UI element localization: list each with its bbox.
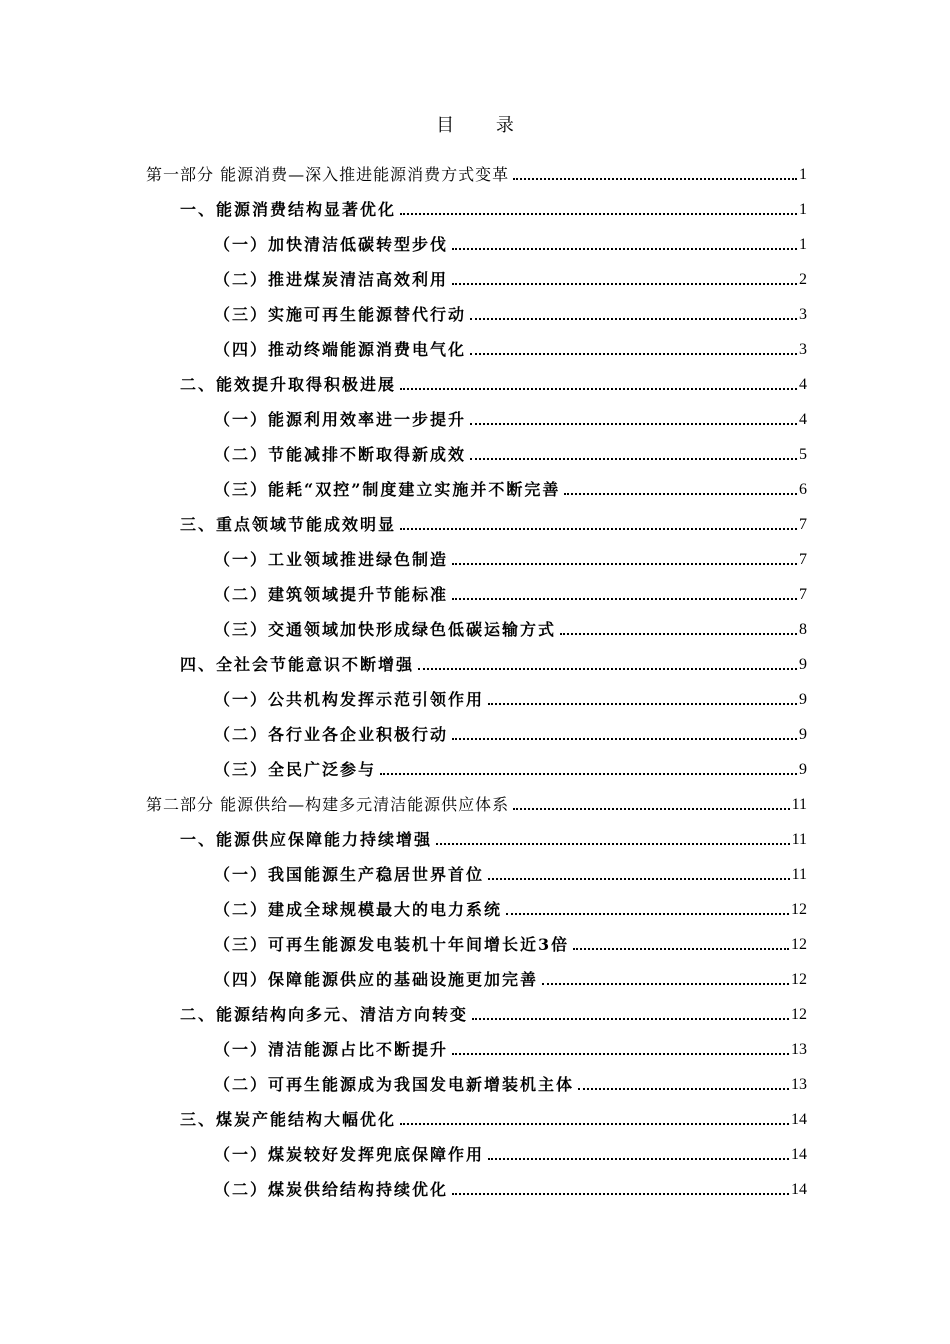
toc-entry-label: （一）清洁能源占比不断提升 [214,1040,449,1059]
toc-dot-leader [452,738,797,740]
toc-page-number: 12 [791,1006,807,1023]
toc-subsection-entry[interactable] [214,618,807,642]
toc-page-number: 2 [799,271,807,288]
toc-page-number: 3 [799,306,807,323]
toc-entry-label: 一、能源供应保障能力持续增强 [180,830,433,849]
toc-page-number: 8 [799,621,807,638]
toc-dot-leader [452,598,797,600]
toc-section-entry[interactable] [180,373,807,397]
toc-section-entry[interactable] [180,1003,807,1027]
toc-part-entry[interactable] [146,793,807,817]
toc-entry-label: 二、能源结构向多元、清洁方向转变 [180,1005,469,1024]
toc-dot-leader [470,353,797,355]
toc-dot-leader [470,423,797,425]
toc-subsection-entry[interactable] [214,478,807,502]
toc-page-number: 9 [799,656,807,673]
toc-page-number: 1 [799,166,807,183]
toc-dot-leader [573,948,789,950]
toc-title: 目 录 [436,115,532,136]
toc-dot-leader [472,1018,789,1020]
toc-entry-label: （一）加快清洁低碳转型步伐 [214,235,449,254]
toc-subsection-entry[interactable] [214,968,807,992]
toc-dot-leader [488,703,797,705]
toc-entry-label: （三）交通领域加快形成绿色低碳运输方式 [214,620,557,639]
toc-page-number: 14 [791,1146,807,1163]
toc-page-number: 9 [799,691,807,708]
toc-subsection-entry[interactable] [214,548,807,572]
toc-subsection-entry[interactable] [214,1143,807,1167]
toc-page-number: 4 [799,376,807,393]
toc-entry-label: 三、煤炭产能结构大幅优化 [180,1110,397,1129]
toc-page-number: 7 [799,551,807,568]
toc-subsection-entry[interactable] [214,583,807,607]
toc-entry-label: 三、重点领域节能成效明显 [180,515,397,534]
toc-entry-label: 第一部分 能源消费—深入推进能源消费方式变革 [146,165,510,184]
toc-page-number: 11 [791,831,807,848]
toc-page-number: 14 [791,1181,807,1198]
toc-page-number: 12 [791,971,807,988]
toc-page-number: 4 [799,411,807,428]
toc-entry-label: （一）煤炭较好发挥兜底保障作用 [214,1145,485,1164]
toc-subsection-entry[interactable] [214,863,807,887]
toc-entry-label: （二）建筑领域提升节能标准 [214,585,449,604]
toc-subsection-entry[interactable] [214,443,807,467]
toc-entry-label: 第二部分 能源供给—构建多元清洁能源供应体系 [146,795,510,814]
toc-subsection-entry[interactable] [214,408,807,432]
toc-page-number: 14 [791,1111,807,1128]
toc-section-entry[interactable] [180,198,807,222]
toc-dot-leader [452,1053,789,1055]
toc-entry-label: （二）推进煤炭清洁高效利用 [214,270,449,289]
toc-entry-label: （一）工业领域推进绿色制造 [214,550,449,569]
toc-entry-label: （一）能源利用效率进一步提升 [214,410,467,429]
toc-page-number: 1 [799,236,807,253]
toc-section-entry[interactable] [180,513,807,537]
toc-page-number: 6 [799,481,807,498]
toc-page-number: 5 [799,446,807,463]
toc-entry-label: （二）煤炭供给结构持续优化 [214,1180,449,1199]
toc-dot-leader [452,283,797,285]
toc-page-number: 7 [799,586,807,603]
toc-page-number: 12 [791,901,807,918]
toc-entry-label: （二）可再生能源成为我国发电新增装机主体 [214,1075,575,1094]
toc-section-entry[interactable] [180,1108,807,1132]
toc-subsection-entry[interactable] [214,338,807,362]
toc-entry-label: （二）建成全球规模最大的电力系统 [214,900,503,919]
toc-subsection-entry[interactable] [214,933,807,957]
toc-dot-leader [578,1088,789,1090]
toc-section-entry[interactable] [180,653,807,677]
toc-part-entry[interactable] [146,163,807,187]
toc-entry-label: （一）公共机构发挥示范引领作用 [214,690,485,709]
toc-dot-leader [452,1193,789,1195]
toc-subsection-entry[interactable] [214,758,807,782]
toc-subsection-entry[interactable] [214,1073,807,1097]
toc-page-number: 7 [799,516,807,533]
toc-dot-leader [564,493,797,495]
toc-entry-label: （三）可再生能源发电装机十年间增长近3倍 [214,935,570,954]
toc-subsection-entry[interactable] [214,303,807,327]
toc-entry-label: （三）全民广泛参与 [214,760,377,779]
toc-subsection-entry[interactable] [214,268,807,292]
toc-entry-label: （四）推动终端能源消费电气化 [214,340,467,359]
toc-subsection-entry[interactable] [214,1178,807,1202]
toc-entry-label: （四）保障能源供应的基础设施更加完善 [214,970,539,989]
toc-subsection-entry[interactable] [214,898,807,922]
toc-subsection-entry[interactable] [214,723,807,747]
toc-dot-leader [542,983,789,985]
toc-section-entry[interactable] [180,828,807,852]
toc-page-number: 13 [791,1076,807,1093]
toc-entry-label: 一、能源消费结构显著优化 [180,200,397,219]
toc-dot-leader [470,318,797,320]
toc-dot-leader [513,178,797,180]
toc-page-number: 13 [791,1041,807,1058]
toc-dot-leader [513,808,790,810]
toc-dot-leader [452,248,797,250]
toc-dot-leader [400,1123,789,1125]
toc-dot-leader [400,528,797,530]
toc-page-number: 11 [791,866,807,883]
toc-entry-label: 四、全社会节能意识不断增强 [180,655,415,674]
toc-entry-label: 二、能效提升取得积极进展 [180,375,397,394]
toc-page-number: 1 [799,201,807,218]
toc-dot-leader [560,633,797,635]
toc-dot-leader [400,213,797,215]
toc-dot-leader [400,388,797,390]
toc-subsection-entry[interactable] [214,1038,807,1062]
toc-dot-leader [506,913,789,915]
toc-dot-leader [470,458,797,460]
toc-dot-leader [380,773,797,775]
toc-page-number: 12 [791,936,807,953]
toc-subsection-entry[interactable] [214,233,807,257]
toc-page-number: 11 [791,796,807,813]
toc-page-number: 9 [799,726,807,743]
toc-page-number: 9 [799,761,807,778]
toc-subsection-entry[interactable] [214,688,807,712]
toc-entry-label: （三）实施可再生能源替代行动 [214,305,467,324]
toc-dot-leader [452,563,797,565]
toc-dot-leader [418,668,797,670]
toc-entry-label: （二）节能减排不断取得新成效 [214,445,467,464]
toc-page-number: 3 [799,341,807,358]
toc-dot-leader [436,843,790,845]
toc-entry-label: （二）各行业各企业积极行动 [214,725,449,744]
toc-dot-leader [488,878,790,880]
toc-entry-label: （一）我国能源生产稳居世界首位 [214,865,485,884]
toc-dot-leader [488,1158,789,1160]
toc-entry-label: （三）能耗“双控”制度建立实施并不断完善 [214,480,561,499]
